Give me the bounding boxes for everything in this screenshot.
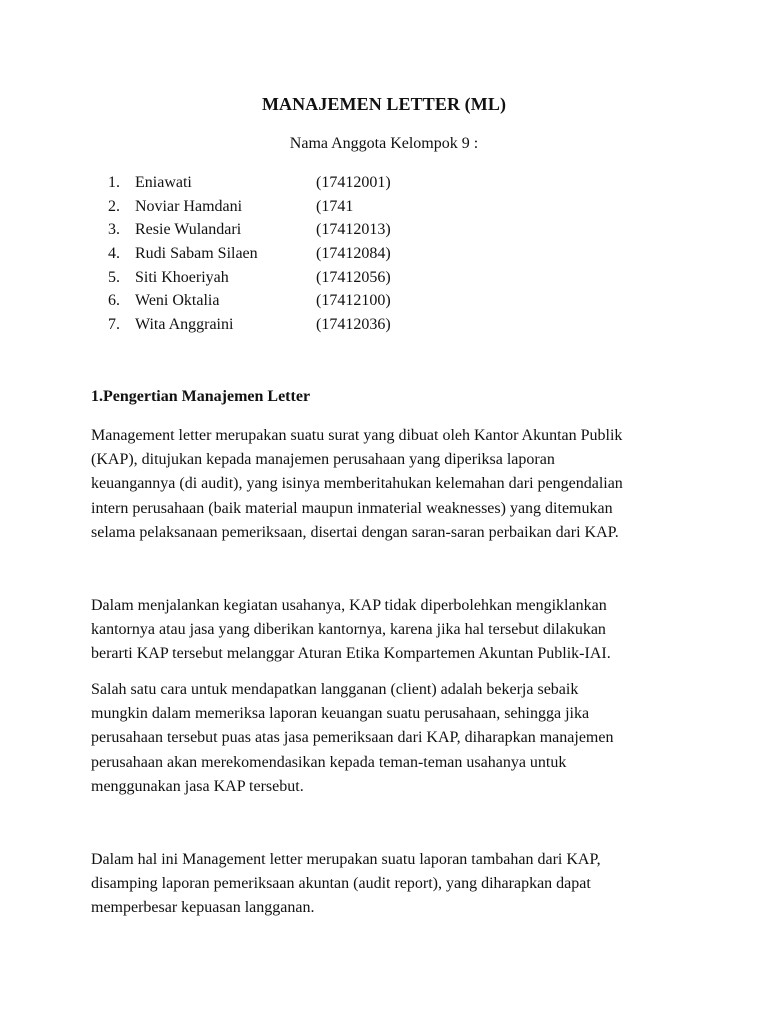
paragraph-line: berarti KAP tersebut melanggar Aturan Etika Kompartemen Akuntan Publik-IAI. xyxy=(91,645,611,663)
member-name: Noviar Hamdani xyxy=(135,197,243,215)
member-name: Eniawati xyxy=(135,174,192,191)
member-row xyxy=(108,171,428,195)
section-heading: 1.Pengertian Manajemen Letter xyxy=(91,388,311,405)
member-id: (17412013) xyxy=(316,221,391,239)
paragraph-line: Dalam hal ini Management letter merupakan suatu laporan tambahan dari KAP, xyxy=(91,851,601,868)
member-number: 2. xyxy=(108,197,120,215)
paragraph-advertising xyxy=(91,594,691,667)
paragraph-line: memperbesar kepuasan langganan. xyxy=(91,899,315,917)
member-row xyxy=(108,313,428,337)
member-number: 7. xyxy=(108,316,120,334)
member-name: Rudi Sabam Silaen xyxy=(135,245,258,263)
paragraph-definition xyxy=(91,424,691,545)
paragraph-line: perusahaan akan merekomendasikan kepada teman-teman usahanya untuk xyxy=(91,753,567,771)
member-row xyxy=(108,289,428,313)
member-id: (1741 xyxy=(316,197,354,215)
member-row xyxy=(108,242,428,266)
paragraph-line: kantornya atau jasa yang diberikan kantornya, karena jika hal tersebut dilakukan xyxy=(91,621,606,639)
paragraph-line: perusahaan tersebut puas atas jasa pemeriksaan dari KAP, diharapkan manajemen xyxy=(91,729,614,747)
paragraph-line: disamping laporan pemeriksaan akuntan (audit report), yang diharapkan dapat xyxy=(91,875,591,893)
members-list xyxy=(108,171,428,337)
member-name: Siti Khoeriyah xyxy=(135,268,229,286)
paragraph-additional-report xyxy=(91,848,691,921)
group-members-heading: Nama Anggota Kelompok 9 : xyxy=(289,135,479,152)
paragraph-line: (KAP), ditujukan kepada manajemen perusahaan yang diperiksa laporan xyxy=(91,451,555,469)
member-id: (17412100) xyxy=(316,292,391,310)
member-name: Wita Anggraini xyxy=(135,316,234,334)
document-title: MANAJEMEN LETTER (ML) xyxy=(261,94,507,114)
member-number: 1. xyxy=(108,174,120,191)
paragraph-line: menggunakan jasa KAP tersebut. xyxy=(91,777,304,795)
paragraph-line: Management letter merupakan suatu surat yang dibuat oleh Kantor Akuntan Publik xyxy=(91,427,623,444)
member-number: 3. xyxy=(108,221,120,239)
member-number: 5. xyxy=(108,268,120,286)
member-row xyxy=(108,218,428,242)
paragraph-line: intern perusahaan (baik material maupun inmaterial weaknesses) yang ditemukan xyxy=(91,499,613,517)
paragraph-line: keuangannya (di audit), yang isinya memberitahukan kelemahan dari pengendalian xyxy=(91,475,623,493)
paragraph-line: Dalam menjalankan kegiatan usahanya, KAP tidak diperbolehkan mengiklankan xyxy=(91,597,607,614)
paragraph-line: mungkin dalam memeriksa laporan keuangan suatu perusahaan, sehingga jika xyxy=(91,705,590,723)
member-number: 6. xyxy=(108,292,120,310)
paragraph-line: Salah satu cara untuk mendapatkan langganan (client) adalah bekerja sebaik xyxy=(91,681,579,698)
member-id: (17412056) xyxy=(316,268,391,286)
member-name: Resie Wulandari xyxy=(135,221,242,239)
member-id: (17412084) xyxy=(316,245,391,263)
member-number: 4. xyxy=(108,245,120,263)
member-row xyxy=(108,195,428,219)
paragraph-client xyxy=(91,678,691,799)
paragraph-line: selama pelaksanaan pemeriksaan, disertai dengan saran-saran perbaikan dari KAP. xyxy=(91,523,619,541)
member-row xyxy=(108,266,428,290)
member-id: (17412036) xyxy=(316,316,391,334)
member-id: (17412001) xyxy=(316,174,391,191)
member-name: Weni Oktalia xyxy=(135,292,220,310)
